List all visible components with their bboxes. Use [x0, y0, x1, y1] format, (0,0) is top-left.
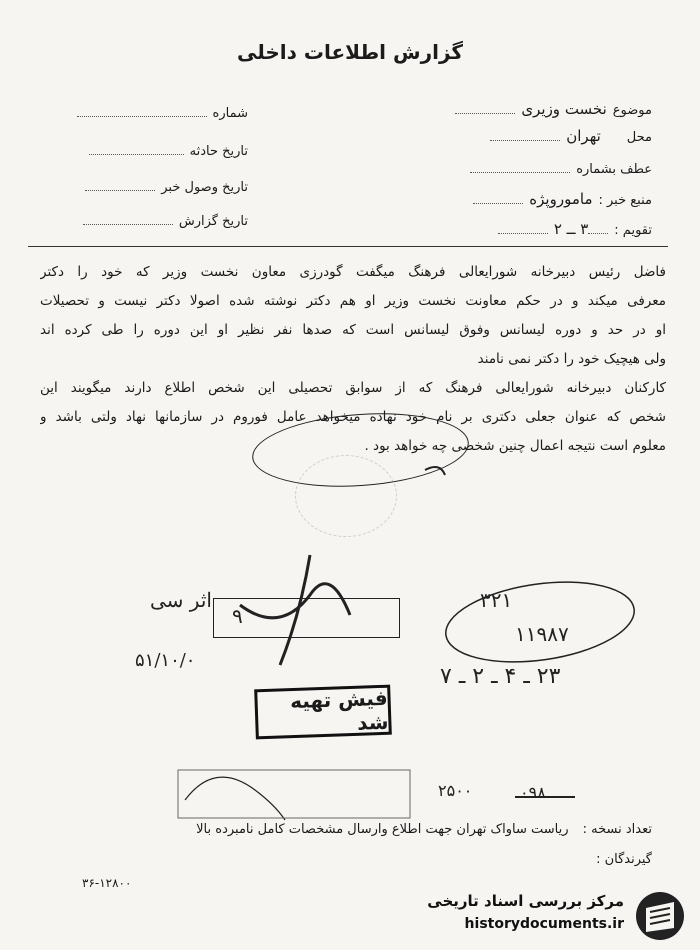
reference-field [470, 160, 652, 177]
subject-dots [455, 101, 515, 114]
body-line: او در حد و دوره لیسانس وفوق لیسانس است که صدها نفر نظیر او این دوره را طی کرده اند [40, 322, 666, 338]
logo-name: مرکز بررسی اسناد تاریخی [427, 892, 624, 910]
incident-date-label: تاریخ حادثه [189, 144, 248, 159]
card-prepared-text: فیش تهیه شد [289, 685, 389, 735]
faded-seal-stamp [295, 455, 397, 537]
copies-value: ریاست ساواک تهران جهت اطلاع وارسال مشخصات کامل نامبرده بالا [196, 822, 569, 837]
source-value: ماموروپژه [529, 190, 593, 208]
handwritten-number-4: ۲۵۰۰ [438, 781, 473, 800]
logo-url: historydocuments.ir [464, 916, 624, 932]
report-date-field [83, 212, 248, 229]
incident-date-field [89, 142, 248, 159]
document-title: گزارش اطلاعات داخلی [236, 40, 464, 64]
copies-label: تعداد نسخه : [582, 822, 652, 837]
body-line: فاضل رئیس دبیرخانه شورایعالی فرهنگ میگفت گودرزی معاون نخست وزیر که خود را دکتر [40, 264, 666, 280]
handwritten-note-6: اثر سی [150, 588, 212, 612]
place-label: محل [626, 130, 652, 145]
number-field [77, 104, 248, 121]
place-value: تهران [566, 127, 601, 145]
body-line: ولی هیچیک خود را دکتر نمی نامند [477, 351, 666, 367]
receipt-date-label: تاریخ وصول خبر [161, 180, 248, 195]
body-line: کارکنان دبیرخانه شورایعالی فرهنگ که از سوابق تحصیلی این شخص اطلاع دارند میگویند این [40, 380, 666, 396]
form-code: ۳۶-۱۲۸۰۰ [82, 876, 132, 890]
receipt-date-dots [85, 178, 155, 191]
subject-field [455, 100, 652, 118]
place-field [490, 127, 652, 145]
body-line: شخص که عنوان جعلی دکتری بر نام خود نهاده میخواهد عامل فوروم در سازمانها نهاد ولتی باشد و [40, 409, 666, 425]
evaluation-label: تقویم : [614, 223, 652, 238]
copies-field [196, 822, 652, 837]
handwritten-number-5: ۰۹۸ [520, 783, 546, 802]
subject-label: موضوع [612, 103, 652, 118]
archive-logo [418, 888, 688, 944]
body-line: معلوم است نتیجه اعمال چنین شخصی چه خواهد بود . [364, 438, 666, 454]
incident-date-dots [89, 142, 184, 155]
reference-label: عطف بشماره [576, 162, 652, 177]
handwritten-number-1: ۳۲۱ [480, 588, 513, 612]
evaluation-value: ۳ ــ ۲ [553, 220, 589, 238]
recipients-label: گیرندگان : [596, 852, 652, 867]
report-date-label: تاریخ گزارش [178, 214, 248, 229]
receipt-date-field [85, 178, 248, 195]
place-dots [490, 128, 560, 141]
pen-stroke [185, 777, 285, 820]
handwritten-note-8: ۹ [232, 604, 243, 628]
evaluation-field [498, 220, 652, 238]
source-dots [473, 191, 523, 204]
source-field [473, 190, 652, 208]
header-divider [28, 246, 668, 247]
number-label: شماره [212, 106, 248, 121]
handwritten-number-3: ۲۳ ـ ۴ ـ ۲ ـ ۷ [440, 664, 561, 689]
reference-dots [470, 160, 570, 173]
card-prepared-stamp [254, 685, 392, 740]
report-date-dots [83, 212, 173, 225]
body-line: معرفی میکند و در حکم معاونت نخست وزیر او هم دکتر نوشته شده اصولا دکتر نیست و تحصیلات [40, 293, 666, 309]
number-dots [77, 104, 207, 117]
handwritten-date: ۵۱/۱۰/۰ [135, 650, 196, 671]
recipients-field [596, 852, 652, 867]
evaluation-dots-b [498, 221, 548, 234]
handwritten-number-2: ۱۱۹۸۷ [515, 622, 569, 646]
evaluation-dots-a [588, 221, 608, 234]
faint-box [178, 770, 410, 818]
subject-value: نخست وزیری [521, 100, 607, 118]
logo-mark-icon [632, 888, 688, 944]
source-label: منبع خبر : [598, 193, 652, 208]
